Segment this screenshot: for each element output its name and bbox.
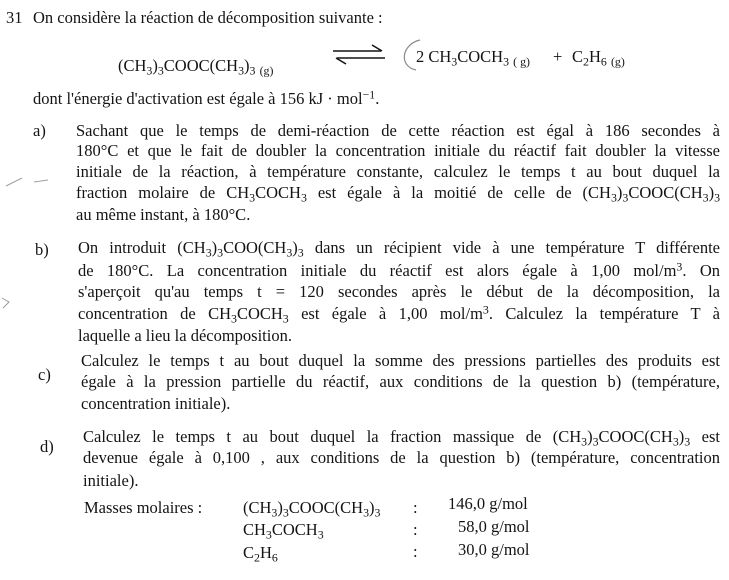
molar-mass-colon: : <box>413 498 418 517</box>
molar-mass-compound: $CH_3COCH_3$ <box>243 520 324 542</box>
pencil-dash-mark-icon <box>6 178 22 186</box>
item-a-line-2: 180°C et que le fait de doubler la concentration initiale du réactif fait doubler la vitesse <box>76 141 720 160</box>
item-d-line-1: Calculez le temps t au bout duquel la fraction massique de $(CH_3)_3COOC(CH_3)_3$ est <box>83 427 720 449</box>
activation-energy: dont l'énergie d'activation est égale à 156 kJ · mol$^{-1}$. <box>33 87 380 108</box>
item-a-line-4: fraction molaire de $CH_3COCH_3$ est égale à la moitié de celle de $(CH_3)_3COOC(CH_3)_3$ <box>76 183 720 205</box>
molar-mass-value: 30,0 g/mol <box>458 540 530 559</box>
equation-plus: + <box>553 47 563 66</box>
item-a-line-5: au même instant, à 180°C. <box>76 205 251 224</box>
molar-mass-value: 146,0 g/mol <box>448 494 528 513</box>
item-d-label: d) <box>40 437 54 456</box>
item-b-line-5: laquelle a lieu la décomposition. <box>78 326 292 345</box>
molar-mass-value: 58,0 g/mol <box>458 517 530 536</box>
item-b-line-4: concentration de $CH_3COCH_3$ est égale à 1,00 mol/$m^3$. Calculez la température T à <box>78 302 720 326</box>
item-d-line-3: initiale). <box>83 471 139 490</box>
item-b-line-2: de 180°C. La concentration initiale du réactif est alors égale à 1,00 mol/$m^3$. On <box>78 259 721 280</box>
item-a-line-1: Sachant que le temps de demi-réaction de cette réaction est égal à 186 secondes à <box>76 121 720 140</box>
item-b-line-3: s'aperçoit qu'au temps t = 120 secondes après le début de la décomposition, la <box>78 282 720 301</box>
equation-product-2: $C_2H_6$ $_{(g)}$ <box>572 47 625 69</box>
pencil-circle-mark-icon <box>404 40 420 70</box>
item-a-label: a) <box>33 121 46 140</box>
item-c-line-1: Calculez le temps t au bout duquel la somme des pressions partielles des produits est <box>81 351 720 370</box>
item-b-label: b) <box>35 240 49 259</box>
reactant-text: $(CH_3)_3COOC(CH_3)_3$ $_{(g)}$ <box>118 56 274 78</box>
item-c-line-3: concentration initiale). <box>81 394 231 413</box>
item-c-line-2: égale à la pression partielle du réactif, aux conditions de la question b) (température, <box>81 372 720 391</box>
molar-mass-colon: : <box>413 542 418 561</box>
molar-masses-heading: Masses molaires : <box>84 498 203 517</box>
equation-product-1: 2 $CH_3COCH_3$ $_{( g)}$ <box>416 47 530 69</box>
pencil-tick-mark-icon <box>2 298 9 308</box>
item-a-line-3: initiale de la réaction, à température constante, calculez le temps t au bout duquel la <box>76 162 720 181</box>
item-d-line-2: devenue égale à 0,100 , aux conditions de la question b) (température, concentration <box>83 448 720 467</box>
pencil-dash-mark-icon <box>34 180 48 182</box>
molar-mass-compound: $(CH_3)_3COOC(CH_3)_3$ <box>243 498 381 520</box>
molar-mass-colon: : <box>413 520 418 539</box>
problem-intro: On considère la réaction de décomposition suivante : <box>33 8 383 27</box>
problem-number: 31 <box>6 8 23 27</box>
molar-mass-compound: $C_2H_6$ <box>243 543 278 565</box>
item-c-label: c) <box>38 365 51 384</box>
item-b-line-1: On introduit $(CH_3)_3COO(CH_3)_3$ dans un récipient vide à une température T différente <box>78 238 720 260</box>
